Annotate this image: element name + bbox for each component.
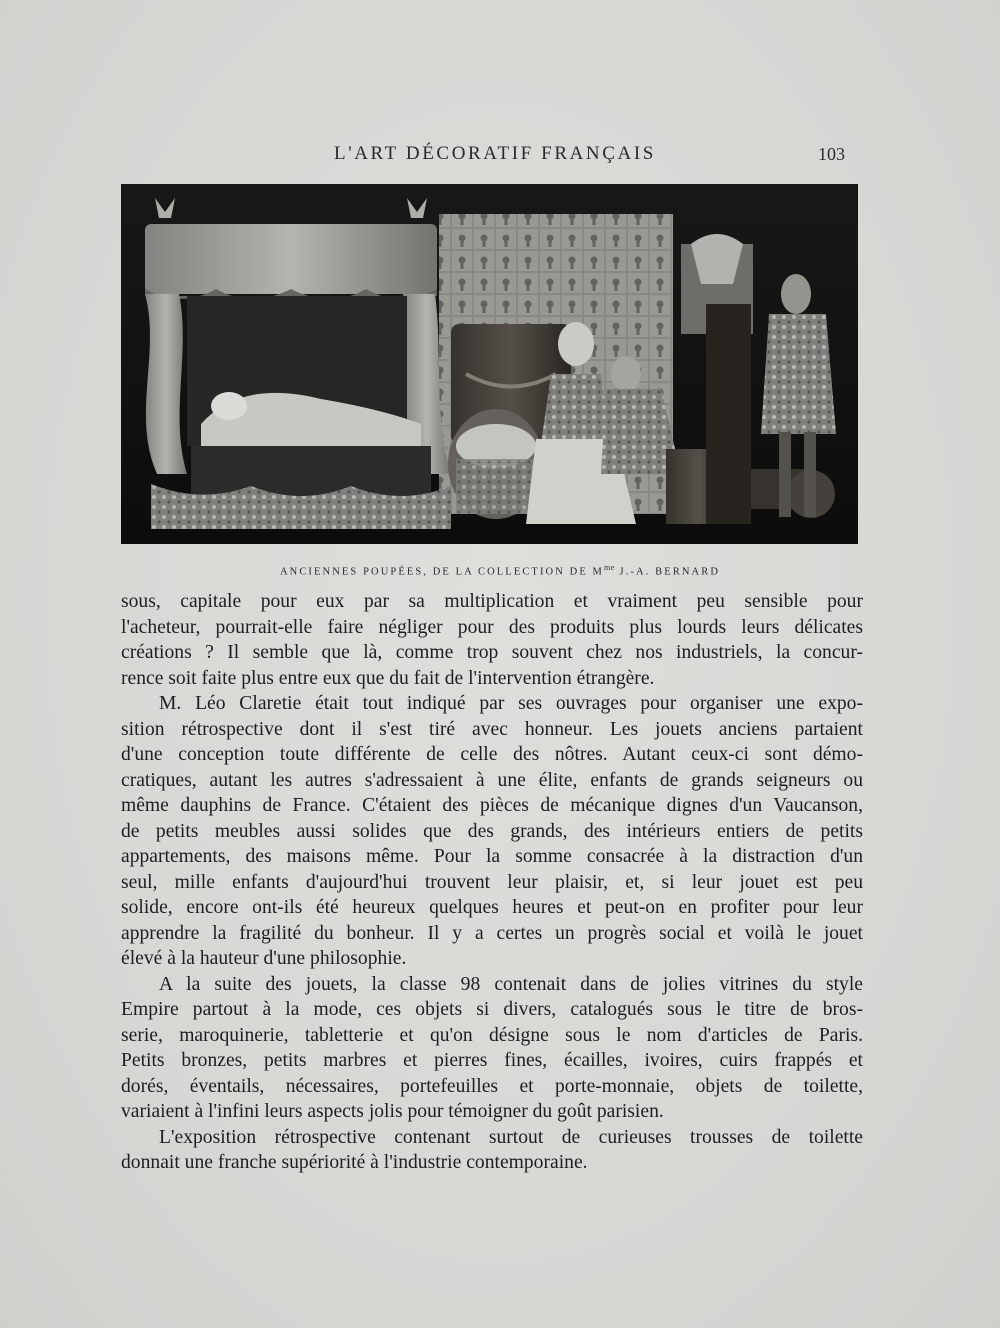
caption-prefix: ANCIENNES POUPÉES, DE LA COLLECTION DE M <box>279 566 604 578</box>
text-line: d'une conception toute différente de celle des nôtres. Autant ceux-ci sont démo- <box>121 744 863 765</box>
caption-superscript: me <box>604 563 615 572</box>
text-line: solide, encore ont-ils été heureux quelques heures et peut-on en profiter pour leur <box>121 897 863 918</box>
photograph-illustration <box>121 184 858 544</box>
running-head <box>0 143 1000 173</box>
text-line: seul, mille enfants d'aujourd'hui trouvent leur plaisir, et, si leur jouet est peu <box>121 871 863 893</box>
text-line: Petits bronzes, petits marbres et pierres fines, écailles, ivoires, cuirs frappés et <box>121 1050 863 1071</box>
text-line: serie, maroquinerie, tabletterie et qu'on désigne sous le nom d'articles de Paris. <box>121 1024 863 1046</box>
text-line: cratiques, autant les autres s'adressaient à une élite, enfants de grands seigneurs ou <box>121 769 863 791</box>
text-line: Empire partout à la mode, ces objets si divers, catalogués sous le titre de bros- <box>121 999 863 1020</box>
text-line: variaient à l'infini leurs aspects jolis pour témoigner du goût parisien. <box>121 1101 664 1122</box>
text-line: créations ? Il semble que là, comme trop souvent chez nos industriels, la concur- <box>121 642 863 663</box>
text-line: l'acheteur, pourrait-elle faire négliger pour des produits plus lourds leurs délicates <box>121 616 863 638</box>
text-line: appartements, des maisons même. Pour la somme consacrée à la distraction d'un <box>121 846 863 867</box>
photograph-antique-dolls <box>121 184 858 544</box>
text-line: de petits meubles aussi solides que des grands, des intérieurs entiers de petits <box>121 820 863 842</box>
text-line: A la suite des jouets, la classe 98 contenait dans de jolies vitrines du style <box>159 973 863 995</box>
figure-caption <box>0 563 1000 578</box>
running-title: L'ART DÉCORATIF FRANÇAIS <box>334 143 656 164</box>
text-line: M. Léo Claretie était tout indiqué par ses ouvrages pour organiser une expo- <box>159 693 863 714</box>
text-line: élevé à la hauteur d'une philosophie. <box>121 948 407 969</box>
text-line: rence soit faite plus entre eux que du fait de l'intervention étrangère. <box>121 667 655 689</box>
text-line: même dauphins de France. C'étaient des pièces de mécanique dignes d'un Vaucanson, <box>121 795 863 816</box>
text-line: sous, capitale pour eux par sa multiplication et vraiment peu sensible pour <box>121 591 863 612</box>
body-text <box>121 589 863 1176</box>
text-line: dorés, éventails, nécessaires, portefeuilles et porte-monnaie, objets de toilette, <box>121 1075 863 1097</box>
text-line: donnait une franche supériorité à l'industrie contemporaine. <box>121 1152 588 1173</box>
page-number: 103 <box>818 144 845 164</box>
text-line: sition rétrospective dont il s'est tiré avec honneur. Les jouets anciens partaient <box>121 718 863 740</box>
text-line: apprendre la fragilité du bonheur. Il y a certes un progrès social et voilà le jouet <box>121 922 863 944</box>
text-line: L'exposition rétrospective contenant surtout de curieuses trousses de toilette <box>159 1126 863 1148</box>
caption-suffix: J.-A. BERNARD <box>614 566 721 578</box>
